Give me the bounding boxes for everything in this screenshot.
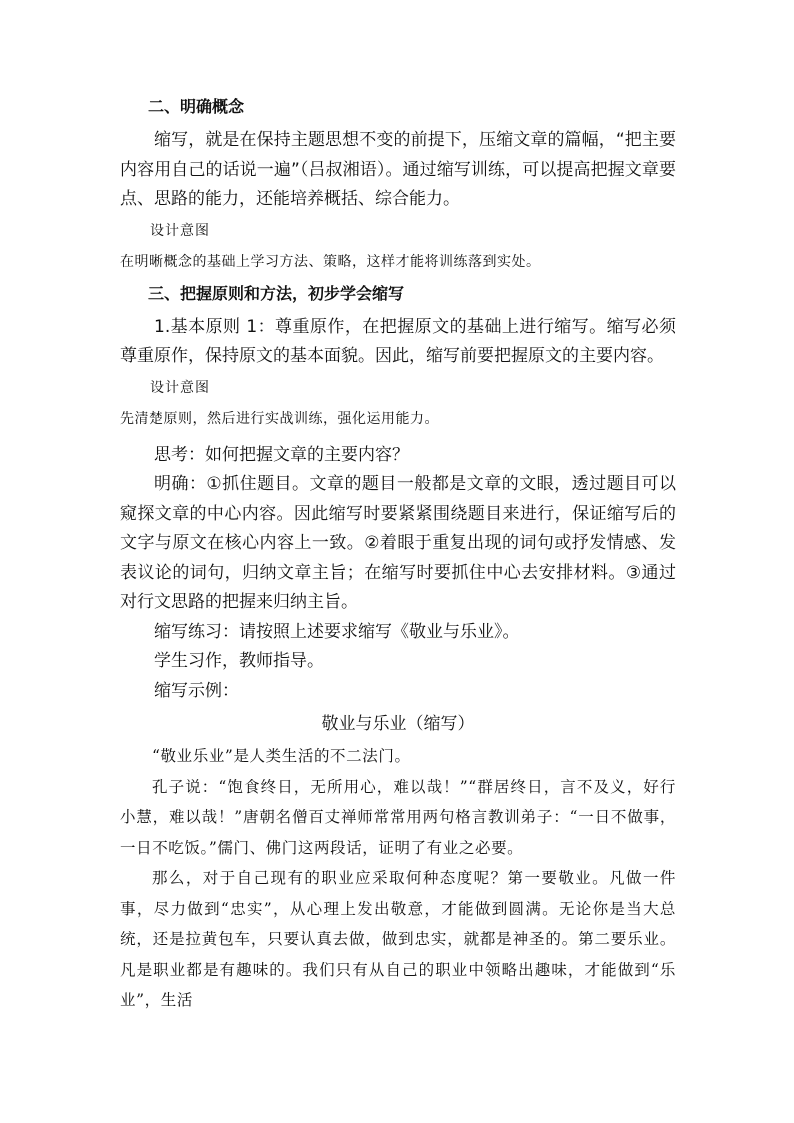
sample-title: 敬业与乐业（缩写） — [321, 714, 475, 734]
concept-paragraph: 缩写，就是在保持主题思想不变的前提下，压缩文章的篇幅，“把主要内容用自己的话说一遍”（吕叔湘语）。通过缩写训练，可以提高把握文章要点、思路的能力，还能培养概括、综合能力。 — [120, 130, 676, 209]
principle-paragraph: 1.基本原则 1：尊重原作，在把握原文的基础上进行缩写。缩写必须尊重原作，保持原文的基本面貌。因此，缩写前要把握原文的主要内容。 — [120, 316, 676, 366]
think-question: 思考：如何把握文章的主要内容？ — [154, 444, 409, 465]
design-intent-text: 先清楚原则，然后进行实战训练，强化运用能力。 — [120, 410, 439, 427]
activity-paragraph: 学生习作，教师指导。 — [154, 651, 324, 671]
example-label: 缩写示例： — [154, 680, 239, 701]
sample-paragraph: 孔子说：“饱食终日，无所用心，难以哉！”“群居终日，言不及义，好行小慧，难以哉！”唐朝名僧百丈禅师常常用两句格言教训弟子：“一日不做事，一日不吃饭。”儒门、佛门这两段话，证明了有业之必要。 — [120, 777, 676, 857]
exercise-paragraph: 缩写练习：请按照上述要求缩写《敬业与乐业》。 — [154, 621, 520, 642]
section-heading-clarify-concept: 二、明确概念 — [148, 97, 245, 116]
answer-paragraph: 明确：①抓住题目。文章的题目一般都是文章的文眼，透过题目可以窥探文章的中心内容。因此缩写时要紧紧围绕题目来进行，保证缩写后的文字与原文在核心内容上一致。②着眼于重复出现的词句或抒发情感、发表议论的词句，归纳文章主旨；在缩写时要抓住中心去安排材料。③通过对行文思路的把握来归纳主旨。 — [120, 474, 676, 612]
sample-paragraph: 那么，对于自己现有的职业应采取何种态度呢？第一要敬业。凡做一件事，尽力做到“忠实”，从心理上发出敬意，才能做到圆满。无论你是当大总统，还是拉黄包车，只要认真去做，做到忠实，就都是神圣的。第二要乐业。凡是职业都是有趣味的。我们只有从自己的职业中领略出趣味，才能做到“乐业”，生活 — [120, 869, 676, 1009]
design-intent-label: 设计意图 — [150, 222, 210, 239]
design-intent-text: 在明晰概念的基础上学习方法、策略，这样才能将训练落到实处。 — [120, 253, 541, 270]
section-heading-principles: 三、把握原则和方法，初步学会缩写 — [148, 283, 405, 303]
design-intent-label: 设计意图 — [150, 379, 210, 396]
document-page — [120, 97, 676, 1016]
sample-paragraph: “敬业乐业”是人类生活的不二法门。 — [152, 747, 411, 765]
